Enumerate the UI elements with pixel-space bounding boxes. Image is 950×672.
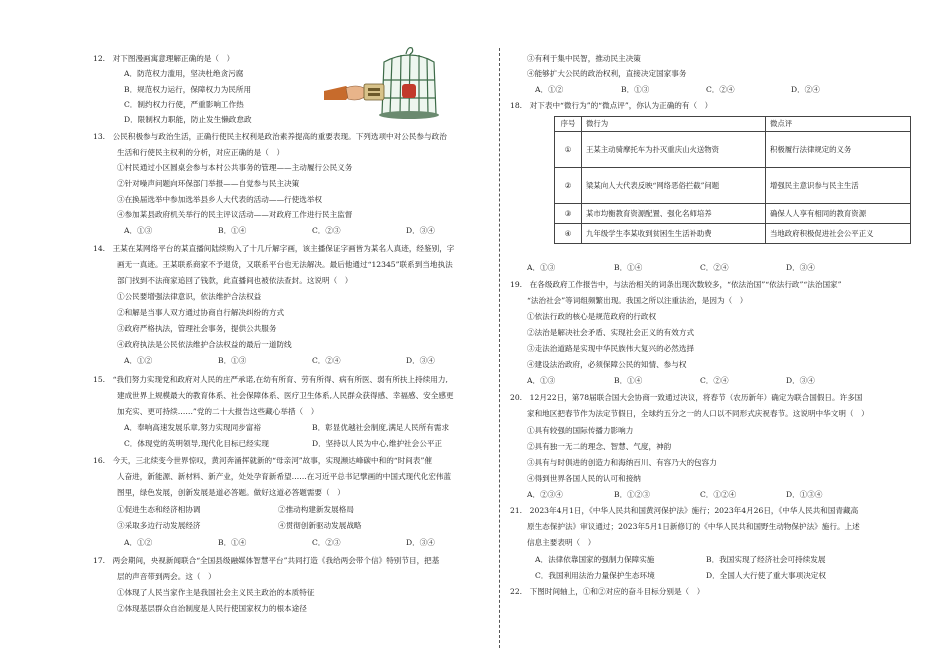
q19-stem-line2: “法治社会”等词组频繁出现。我国之所以注重法治，是因为（ ）	[527, 296, 748, 305]
q17-item-1: ①体现了人民当家作主是我国社会主义民主政治的本质特征	[117, 588, 315, 597]
q13-stem-line2: 生活和行使民主权利的分析，对应正确的是（ ）	[117, 148, 285, 157]
q15-stem-line2: 建成世界上规模最大的教育体系、社会保障体系、医疗卫生体系,人民群众获得感、幸福感、安全感更	[117, 391, 454, 400]
q14-option-a[interactable]: A．①②	[124, 356, 153, 365]
q17-stem-line2: 层的声音带到两会。这（ ）	[117, 572, 216, 581]
q16-option-d[interactable]: D．③④	[406, 538, 435, 547]
q19-item-2: ②法治是解决社会矛盾、实现社会正义的有效方式	[527, 328, 695, 337]
q16-item-3: ③采取多边行动发展经济	[117, 521, 201, 530]
q21-option-b[interactable]: B．我国实现了经济社会可持续发展	[706, 555, 826, 564]
q16-option-a[interactable]: A．①②	[124, 538, 153, 547]
q14-option-c[interactable]: C．②④	[312, 356, 341, 365]
q13-option-c[interactable]: C．②③	[312, 226, 341, 235]
q17-item-4: ④能够扩大公民的政治权利，直接决定国家事务	[527, 69, 687, 78]
q21-option-c[interactable]: C．我国利用法治力量保护生态环境	[535, 571, 655, 580]
q20-stem-line2: 家和地区把春节作为法定节假日，全球约五分之一的人口以不同形式庆祝春节。这说明中华文明（ ）	[527, 409, 869, 418]
q13-item-3: ③在换届选举中参加选举县乡人大代表的活动——行使选举权	[117, 195, 323, 204]
q13-item-1: ①村民通过小区圆桌会参与本村公共事务的管理——主动履行公民义务	[117, 163, 353, 172]
q13-option-b[interactable]: B．①④	[218, 226, 247, 235]
q18-stem: 18. 对下表中“微行为”的“微点评”，你认为正确的有（ ）	[510, 101, 713, 110]
table-cell: 梁某向人大代表反映“网络恶俗拦截”问题	[582, 168, 766, 204]
q14-stem-line2: 画无一真迹。王某联系商家不予退货，又联系平台也无法解决。最后他通过“12345”联系到当地执法	[117, 260, 453, 269]
q19-item-1: ①依法行政的核心是规范政府的行政权	[527, 312, 657, 321]
table-row	[555, 204, 911, 224]
q20-option-d[interactable]: D．①③④	[786, 490, 823, 499]
q17-option-c[interactable]: C．②④	[706, 85, 735, 94]
q16-stem-line1: 16. 今天，三北续变今世界惊叹，黄河奔涌挥就新的“母亲河”故事，实现濒达峰碳中和的“时间表”催	[93, 456, 432, 465]
table-cell: ④	[555, 224, 582, 244]
birdcage-cartoon-image	[322, 44, 448, 126]
q17-option-a[interactable]: A．①②	[535, 85, 564, 94]
q14-option-d[interactable]: D．③④	[406, 356, 435, 365]
q15-stem-line3: 加充实、更可持续……”党的二十大报告这些藏心举措（ ）	[117, 407, 319, 416]
q19-option-b[interactable]: B．①④	[614, 376, 643, 385]
table-header-cell: 微行为	[582, 117, 766, 132]
table-cell: 王某主动骑摩托车为扑灭重庆山火送物资	[582, 132, 766, 168]
q13-item-4: ④参加某县政府机关举行的民主评议活动——对政府工作进行民主监督	[117, 210, 353, 219]
q14-item-2: ②和解是当事人双方通过协商自行解决纠纷的方式	[117, 308, 285, 317]
q14-item-1: ①公民要增强法律意识，依法维护合法权益	[117, 292, 262, 301]
table-cell: 确保人人享有相同的教育资源	[766, 204, 911, 224]
q13-item-2: ②针对噪声问题向环保部门举报——自觉参与民主决策	[117, 179, 300, 188]
q15-option-c[interactable]: C．体现党的英明领导,现代化目标已经实现	[124, 439, 269, 448]
q21-stem-line3: 信息主要表明（ ）	[527, 538, 596, 547]
cage-icon	[382, 48, 436, 114]
table-cell: 积极履行法律规定的义务	[766, 132, 911, 168]
q14-item-4: ④政府执法是公民依法维护合法权益的最后一道防线	[117, 340, 292, 349]
q17-item-3: ③有利于集中民智，推动民主决策	[527, 54, 641, 63]
cage-base	[379, 111, 439, 119]
q12-option-c[interactable]: C．制约权力行使，严重影响工作热	[124, 100, 244, 109]
q16-item-4: ④贯彻创新驱动发展战略	[278, 521, 362, 530]
q16-stem-line2: 人奋进，新能源、新材料、新产业，处处孕育新希望……在习近平总书记擘画的中国式现代化宏伟蓝	[117, 472, 452, 481]
q19-option-c[interactable]: C．②④	[700, 376, 729, 385]
q21-stem-line1: 21. 2023年4月1日，《中华人民共和国黄河保护法》施行；2023年4月26日，《中华人民共和国青藏高	[510, 506, 859, 515]
q13-option-a[interactable]: A．①③	[124, 226, 153, 235]
table-cell: 某市均衡教育资源配置、强化名师培养	[582, 204, 766, 224]
q14-stem-line3: 部门找到不法商家追回了钱款，此直播间也被依法查封。这说明（ ）	[117, 276, 353, 285]
q22-stem: 22. 下图时间轴上，①和②对应的奋斗目标分别是（ ）	[510, 587, 705, 596]
table-row	[555, 224, 911, 244]
table-row	[555, 168, 911, 204]
q13-stem: 13. 公民积极参与政治生活，正确行使民主权利是政治素养提高的重要表现。下列选项中对公民参与政治	[93, 132, 447, 141]
q18-option-a[interactable]: A．①③	[527, 263, 556, 272]
q16-item-1: ①促进生态和经济相协调	[117, 505, 201, 514]
q19-item-4: ④建设法治政府，必须保障公民的知情、参与权	[527, 360, 687, 369]
q21-option-d[interactable]: D．全国人大行使了重大事项决定权	[706, 571, 826, 580]
q12-option-b[interactable]: B．规范权力运行，保障权力为民所用	[124, 85, 252, 94]
table-header-cell: 微点评	[766, 117, 911, 132]
q14-item-3: ③政府严格执法，管理社会事务，提供公共服务	[117, 324, 277, 333]
q20-option-c[interactable]: C．①②④	[700, 490, 737, 499]
q19-option-d[interactable]: D．③④	[786, 376, 815, 385]
caged-object-icon	[402, 84, 416, 98]
q14-stem-line1: 14. 王某在某网络平台的某直播间陆续购入了十几斤解字画，该主播保证字画皆为某名人真迹，经鉴别，字	[93, 244, 455, 253]
q19-stem-line1: 19. 在各级政府工作报告中，与法治相关的词条出现次数较多，“依法治国”“依法行政”“法治国家”	[510, 280, 842, 289]
q18-option-c[interactable]: C．②④	[700, 263, 729, 272]
q19-item-3: ③走法治道路是实现中华民族伟大复兴的必然选择	[527, 344, 695, 353]
q12-option-a[interactable]: A．防范权力滥用，坚决杜绝贪污腐	[124, 69, 244, 78]
q18-option-b[interactable]: B．①④	[614, 263, 643, 272]
hand-icon	[346, 86, 366, 100]
q17-option-b[interactable]: B．①③	[621, 85, 650, 94]
q16-stem-line3: 图里，绿色发展，创新发展是道必答题。做好这道必答题需要（ ）	[117, 488, 345, 497]
q20-item-1: ①具有较强的国际传播力影响力	[527, 426, 634, 435]
q17-option-d[interactable]: D．②④	[791, 85, 820, 94]
q12-option-d[interactable]: D．限制权力职能，防止发生懒政怠政	[124, 115, 252, 124]
q16-option-b[interactable]: B．①④	[218, 538, 247, 547]
q21-option-a[interactable]: A．法律依靠国家的强制力保障实施	[535, 555, 655, 564]
lock-icon	[364, 84, 384, 100]
table-cell: ③	[555, 204, 582, 224]
q18-option-d[interactable]: D．③④	[786, 263, 815, 272]
table-header-row	[555, 117, 911, 132]
q20-stem-line1: 20. 12月22日，第78届联合国大会协商一致通过决议，将春节（农历新年）确定为联合国假日。许多国	[510, 393, 863, 402]
q20-option-a[interactable]: A．②③④	[527, 490, 563, 499]
q18-table	[554, 116, 911, 244]
q17-stem-line1: 17. 两会期间，央视新闻联合“全国县级融媒体智慧平台”共同打造《我给两会带个信》特别节目，把基	[93, 556, 440, 565]
q20-item-2: ②具有独一无二的理念、智慧、气度，神韵	[527, 442, 672, 451]
q20-option-b[interactable]: B．①②③	[614, 490, 650, 499]
q15-option-a[interactable]: A．奉响高速发展乐章,努力实现同步富裕	[124, 423, 261, 432]
q15-stem-line1: 15. “我们努力实现党和政府对人民的庄严承诺,在幼有所育、劳有所得、病有所医、弱有所扶上持续用力,	[93, 375, 448, 384]
table-cell: 当地政府积极促进社会公平正义	[766, 224, 911, 244]
table-cell: 增强民主意识参与民主生活	[766, 168, 911, 204]
table-header-cell: 序号	[555, 117, 582, 132]
q16-option-c[interactable]: C．②③	[312, 538, 341, 547]
column-divider	[499, 48, 500, 648]
q12-stem: 12. 对下图漫画寓意理解正确的是（ ）	[93, 54, 235, 63]
table-cell: ②	[555, 168, 582, 204]
q21-stem-line2: 原生态保护法》审议通过；2023年5月1日新修订的《中华人民共和国野生动物保护法》施行。上述	[527, 522, 860, 531]
q19-option-a[interactable]: A．①③	[527, 376, 556, 385]
q14-option-b[interactable]: B．①③	[218, 356, 247, 365]
q13-option-d[interactable]: D．③④	[406, 226, 435, 235]
q15-option-d[interactable]: D．坚持以人民为中心,维护社会公平正	[312, 439, 443, 448]
q20-item-4: ④得到世界各国人民的认可和接纳	[527, 474, 641, 483]
q17-item-2: ②体现基层群众自治制度是人民行使国家权力的根本途径	[117, 604, 307, 613]
table-cell: 九年级学生李某收到贫困生生活补助费	[582, 224, 766, 244]
table-cell: ①	[555, 132, 582, 168]
q15-option-b[interactable]: B．彰显优越社会制度,满足人民所有需求	[312, 423, 450, 432]
q20-item-3: ③具有与时俱进的创造力和海纳百川、有容乃大的包容力	[527, 458, 717, 467]
q16-item-2: ②推动构建新发展格局	[278, 505, 354, 514]
table-row	[555, 132, 911, 168]
